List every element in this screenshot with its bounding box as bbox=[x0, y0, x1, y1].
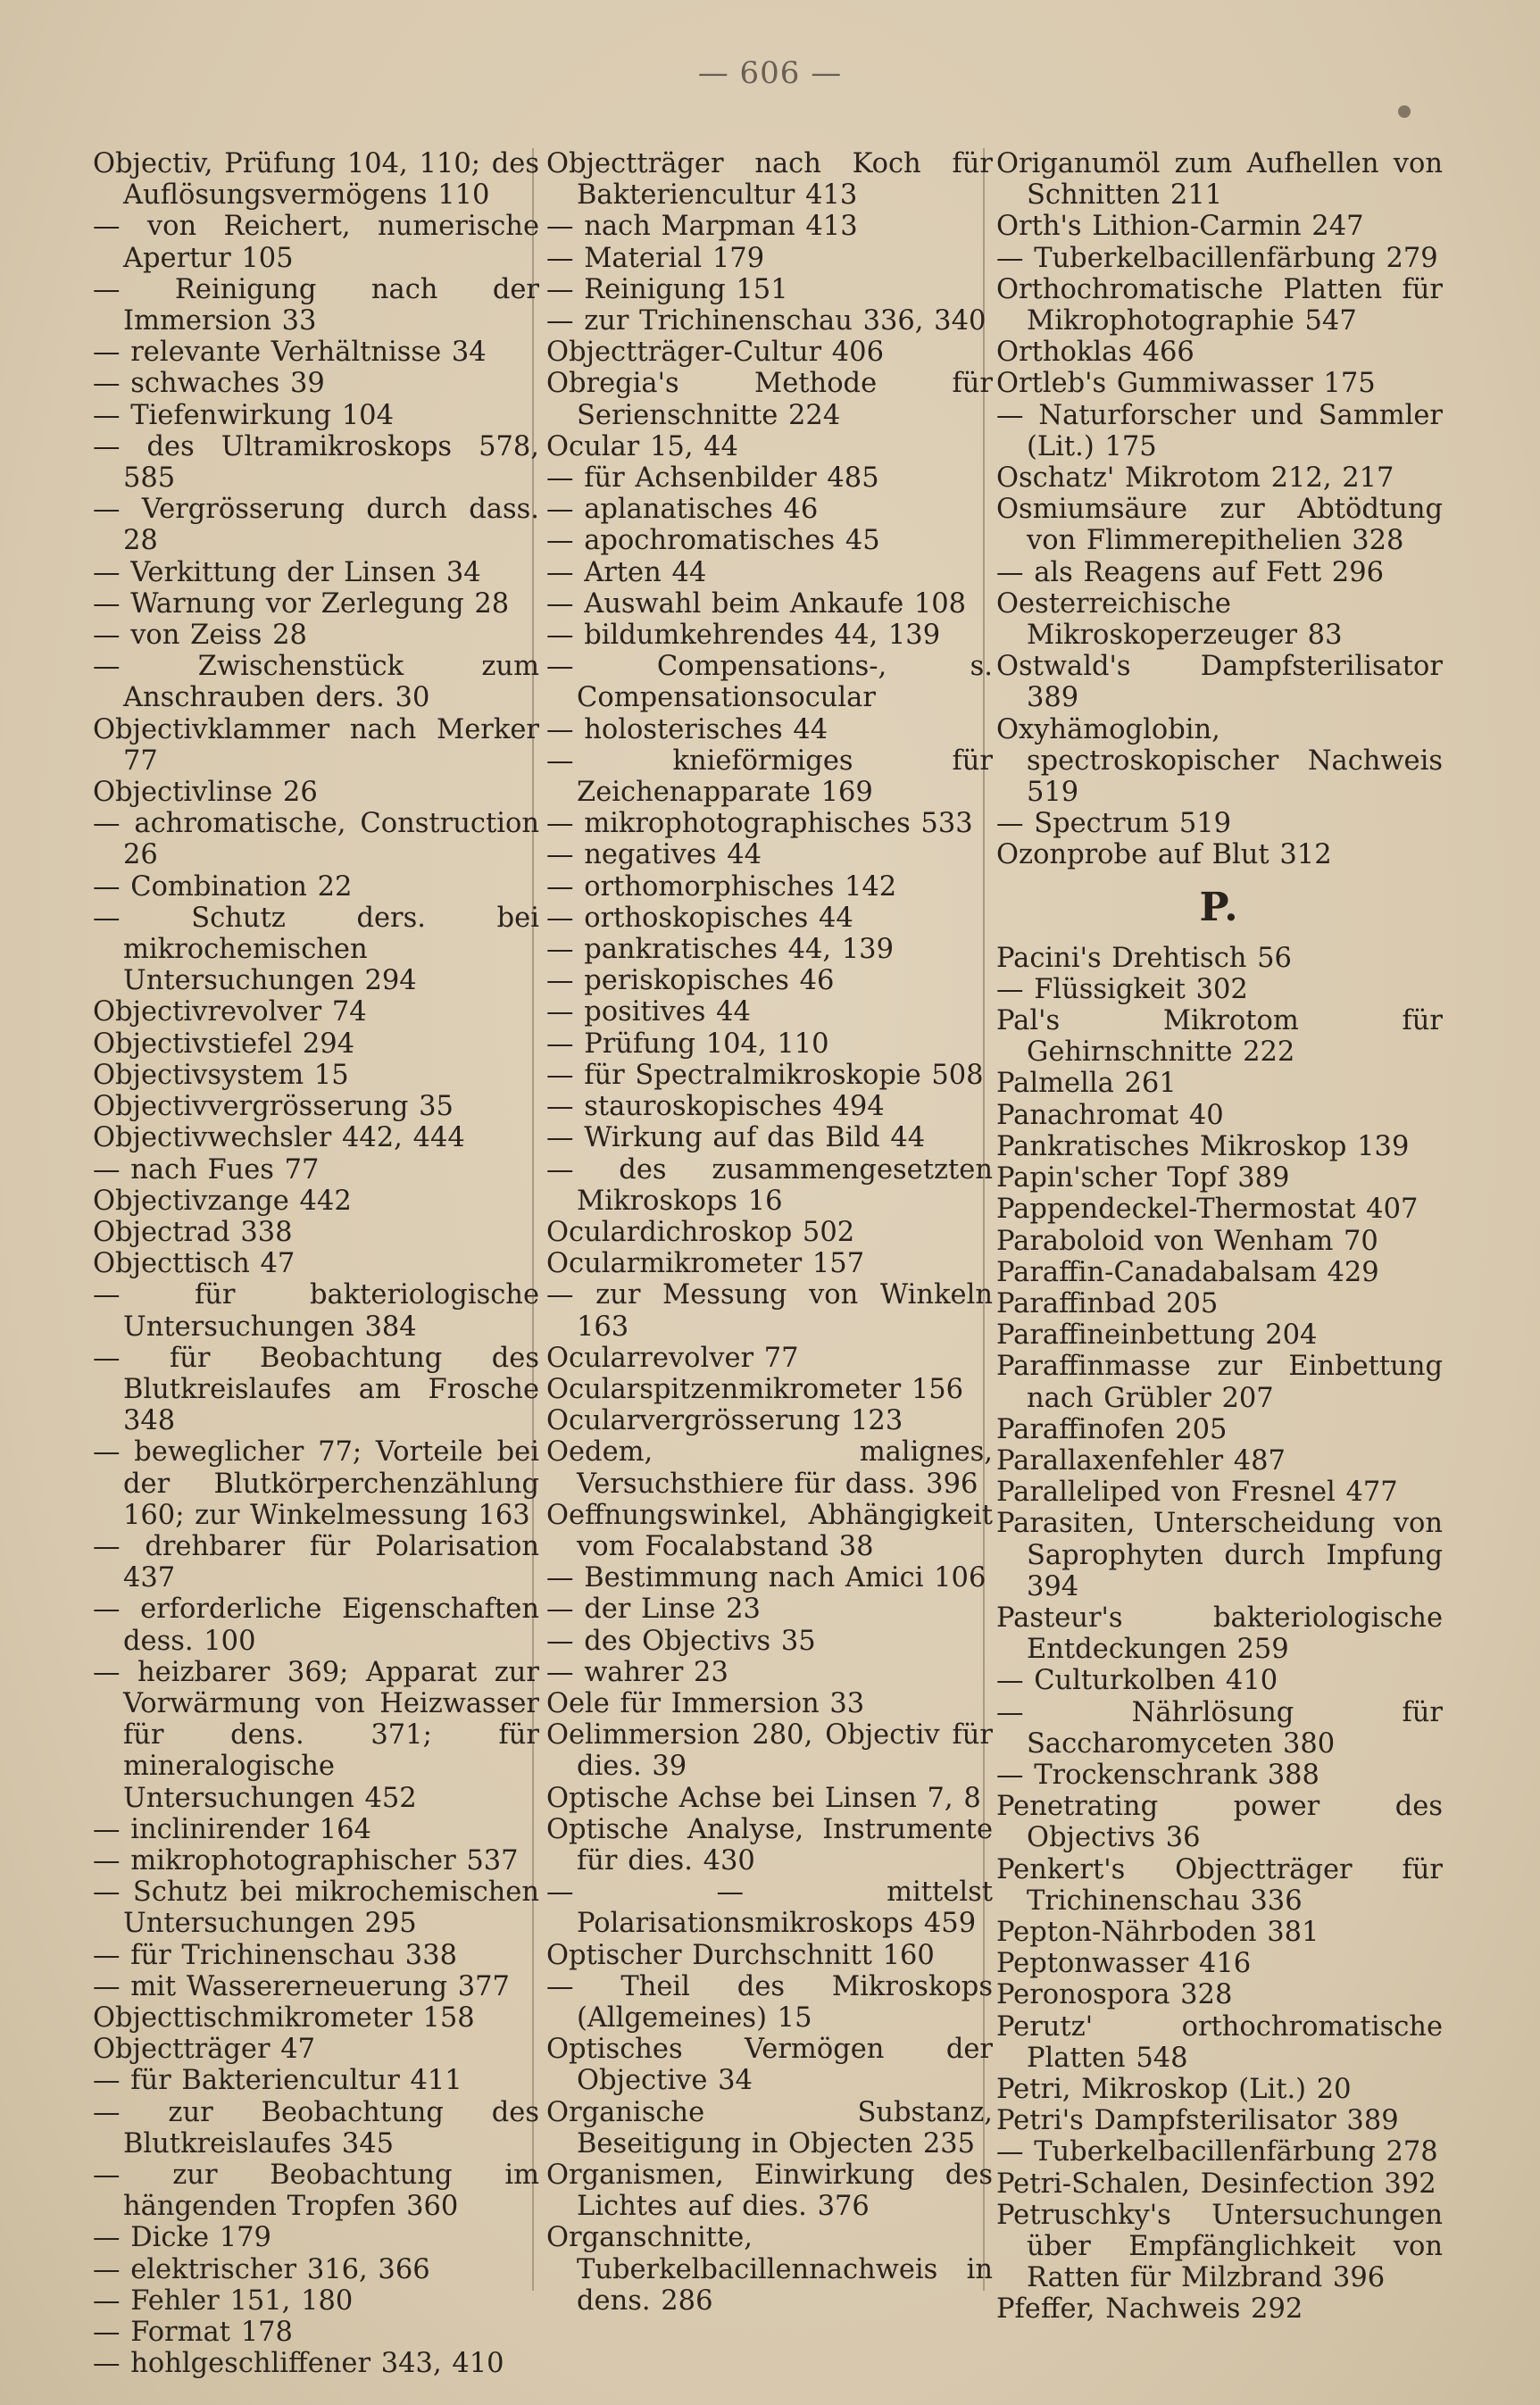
index-entry: — Tiefenwirkung 104 bbox=[93, 399, 394, 431]
index-entry: — orthoskopisches 44 bbox=[546, 902, 853, 934]
index-entry: Objectivsystem 15 bbox=[93, 1059, 349, 1091]
index-entries-o bbox=[996, 148, 1443, 871]
index-entries-p bbox=[996, 943, 1443, 2326]
index-entry: — apochromatisches 45 bbox=[546, 525, 880, 557]
index-entry: Pankratisches Mikroskop 139 bbox=[996, 1130, 1410, 1162]
index-entry: — für Trichinenschau 338 bbox=[93, 1939, 458, 1971]
index-entry: — orthomorphisches 142 bbox=[546, 870, 897, 903]
index-entry: — beweglicher 77; Vorteile bei der Blutkörperchenzählung 160; zur Winkelmessung 163 bbox=[93, 1436, 539, 1531]
index-entry: — holosterisches 44 bbox=[546, 713, 828, 745]
index-entry: Objectivzange 442 bbox=[93, 1185, 352, 1217]
index-entry: — Wirkung auf das Bild 44 bbox=[546, 1122, 926, 1154]
index-entry: Petri, Mikroskop (Lit.) 20 bbox=[996, 2073, 1352, 2105]
index-entry: — stauroskopisches 494 bbox=[546, 1091, 885, 1123]
index-entry: Orthoklas 466 bbox=[996, 337, 1195, 369]
index-entry: — inclinirender 164 bbox=[93, 1813, 371, 1845]
index-entry: — positives 44 bbox=[546, 996, 751, 1028]
index-entry: Ostwald's Dampfsterilisator 389 bbox=[996, 651, 1443, 714]
index-entry: — mit Wassererneuerung 377 bbox=[93, 1970, 510, 2002]
index-entry: — Verkittung der Linsen 34 bbox=[93, 556, 481, 588]
index-entry: Organschnitte, Tuberkelbacillennachweis in dens. 286 bbox=[546, 2222, 993, 2317]
index-entry: Objectivklammer nach Merker 77 bbox=[93, 713, 539, 777]
index-entry: Petri-Schalen, Desinfection 392 bbox=[996, 2168, 1436, 2200]
index-entry: — Format 178 bbox=[93, 2317, 293, 2349]
index-entry: Orth's Lithion-Carmin 247 bbox=[996, 211, 1364, 243]
index-entry: Pacini's Drehtisch 56 bbox=[996, 942, 1292, 974]
index-entry: Parallaxenfehler 487 bbox=[996, 1444, 1286, 1477]
index-entry: Perutz' orthochromatische Platten 548 bbox=[996, 2010, 1443, 2074]
index-entry: Pepton-Nährboden 381 bbox=[996, 1916, 1319, 1948]
index-entry: Oedem, malignes, Versuchsthiere für dass. 396 bbox=[546, 1436, 993, 1500]
index-entry: — Vergrösserung durch dass. 28 bbox=[93, 494, 539, 557]
index-entry: — knieförmiges für Zeichenapparate 169 bbox=[546, 745, 993, 809]
index-entry: Objectivrevolver 74 bbox=[93, 996, 367, 1028]
index-entry: — drehbarer für Polarisation 437 bbox=[93, 1530, 539, 1594]
index-entry: — wahrer 23 bbox=[546, 1656, 728, 1688]
index-entry: Objectivlinse 26 bbox=[93, 777, 318, 809]
index-entry: Petruschky's Untersuchungen über Empfänglichkeit von Ratten für Milzbrand 396 bbox=[996, 2199, 1443, 2294]
index-entry: Objecttisch 47 bbox=[93, 1248, 296, 1280]
index-entry: Ocular 15, 44 bbox=[546, 430, 738, 462]
index-entry: — aplanatisches 46 bbox=[546, 494, 819, 526]
index-entry: Orthochromatische Platten für Mikrophotographie 547 bbox=[996, 273, 1443, 337]
index-entry: Optische Analyse, Instrumente für dies. 430 bbox=[546, 1813, 993, 1877]
index-entry: Oxyhämoglobin, spectroskopischer Nachweis 519 bbox=[996, 713, 1443, 809]
index-entry: Paraffin-Canadabalsam 429 bbox=[996, 1256, 1379, 1288]
index-entry: — pankratisches 44, 139 bbox=[546, 934, 894, 966]
index-entry: Optisches Vermögen der Objective 34 bbox=[546, 2034, 993, 2097]
index-entry: — bildumkehrendes 44, 139 bbox=[546, 620, 941, 652]
index-entry: — für Beobachtung des Blutkreislaufes am Frosche 348 bbox=[93, 1342, 539, 1437]
index-entry: Pasteur's bakteriologische Entdeckungen 259 bbox=[996, 1602, 1443, 1666]
index-entry: — Combination 22 bbox=[93, 870, 353, 903]
index-entry: — Reinigung 151 bbox=[546, 273, 788, 305]
index-entry: Optischer Durchschnitt 160 bbox=[546, 1939, 935, 1971]
index-entry: Organische Substanz, Beseitigung in Objecten 235 bbox=[546, 2096, 993, 2160]
index-entry: Objectträger 47 bbox=[93, 2034, 316, 2066]
index-entry: Parasiten, Unterscheidung von Saprophyten durch Impfung 394 bbox=[996, 1508, 1443, 1602]
index-entry: — heizbarer 369; Apparat zur Vorwärmung von Heizwasser für dens. 371; für mineralogische Untersuchungen 452 bbox=[93, 1656, 539, 1814]
index-entry: Peptonwasser 416 bbox=[996, 1948, 1252, 1980]
index-entry: — für bakteriologische Untersuchungen 384 bbox=[93, 1279, 539, 1343]
index-entry: — von Reichert, numerische Apertur 105 bbox=[93, 211, 539, 274]
index-entry: — Prüfung 104, 110 bbox=[546, 1028, 829, 1060]
index-entry: Ortleb's Gummiwasser 175 bbox=[996, 368, 1376, 400]
index-entry: Oesterreichische Mikroskoperzeuger 83 bbox=[996, 587, 1343, 652]
index-entry: — Fehler 151, 180 bbox=[93, 2284, 354, 2317]
index-entry: Peronospora 328 bbox=[996, 1979, 1233, 2011]
index-entry: Optische Achse bei Linsen 7, 8 bbox=[546, 1782, 981, 1814]
index-entry: — elektrischer 316, 366 bbox=[93, 2253, 430, 2285]
index-entry: Ozonprobe auf Blut 312 bbox=[996, 839, 1332, 871]
index-entry: — des Objectivs 35 bbox=[546, 1625, 816, 1657]
index-entry: Palmella 261 bbox=[996, 1068, 1177, 1100]
index-entry: Paraffinmasse zur Einbettung nach Grübler 207 bbox=[996, 1351, 1443, 1414]
index-entry: Objectträger-Cultur 406 bbox=[546, 337, 884, 369]
index-entry: — Bestimmung nach Amici 106 bbox=[546, 1562, 986, 1594]
index-entry: Paraffinofen 205 bbox=[996, 1413, 1228, 1445]
index-entry: Objectivwechsler 442, 444 bbox=[93, 1122, 465, 1154]
index-entry: Penkert's Objectträger für Trichinenschau 336 bbox=[996, 1853, 1443, 1917]
index-entry: Papin'scher Topf 389 bbox=[996, 1162, 1290, 1194]
index-entry: — periskopisches 46 bbox=[546, 965, 835, 997]
index-entry: — erforderliche Eigenschaften dess. 100 bbox=[93, 1594, 539, 1657]
index-entry: Paraboloid von Wenham 70 bbox=[996, 1225, 1378, 1257]
index-entry: Pfeffer, Nachweis 292 bbox=[996, 2293, 1303, 2326]
index-entry: — mikrophotographischer 537 bbox=[93, 1844, 519, 1877]
index-entry: — als Reagens auf Fett 296 bbox=[996, 556, 1385, 588]
index-entry: — zur Beobachtung des Blutkreislaufes 345 bbox=[93, 2096, 539, 2160]
index-entry: Oculardichroskop 502 bbox=[546, 1216, 855, 1248]
index-entry: — — mittelst Polarisationsmikroskops 459 bbox=[546, 1877, 993, 1940]
index-column-3 bbox=[996, 148, 1443, 2326]
index-entry: — hohlgeschliffener 343, 410 bbox=[93, 2348, 504, 2380]
index-entry: Oschatz' Mikrotom 212, 217 bbox=[996, 462, 1394, 495]
ink-spot bbox=[1398, 105, 1411, 118]
index-entry: — Culturkolben 410 bbox=[996, 1665, 1278, 1697]
index-entry: — Warnung vor Zerlegung 28 bbox=[93, 587, 510, 620]
index-entry: — Arten 44 bbox=[546, 556, 707, 588]
index-entry: — Material 179 bbox=[546, 242, 765, 274]
index-entry: Objectträger nach Koch für Bakteriencultur 413 bbox=[546, 148, 993, 212]
index-entry: Petri's Dampfsterilisator 389 bbox=[996, 2105, 1399, 2137]
index-entry: — Tuberkelbacillenfärbung 278 bbox=[996, 2136, 1438, 2168]
index-column-1 bbox=[93, 148, 539, 2379]
index-entry: Organismen, Einwirkung des Lichtes auf dies. 376 bbox=[546, 2160, 993, 2223]
index-entry: — Compensations-, s. Compensationsocular bbox=[546, 651, 993, 714]
index-entry: — Nährlösung für Saccharomyceten 380 bbox=[996, 1696, 1443, 1760]
index-entry: — des Ultramikroskops 578, 585 bbox=[93, 430, 539, 495]
index-entry: Pappendeckel-Thermostat 407 bbox=[996, 1194, 1419, 1226]
index-entry: Origanumöl zum Aufhellen von Schnitten 211 bbox=[996, 148, 1443, 212]
index-entry: Objectiv, Prüfung 104, 110; des Auflösungsvermögens 110 bbox=[93, 148, 539, 212]
index-entry: Ocularrevolver 77 bbox=[546, 1342, 799, 1374]
page-number: — 606 — bbox=[697, 55, 843, 91]
index-entry: — Naturforscher und Sammler (Lit.) 175 bbox=[996, 399, 1443, 462]
index-entry: — Theil des Mikroskops (Allgemeines) 15 bbox=[546, 1970, 993, 2034]
index-entry: — Tuberkelbacillenfärbung 279 bbox=[996, 242, 1438, 274]
index-entry: Ocularmikrometer 157 bbox=[546, 1248, 865, 1280]
index-entry: Osmiumsäure zur Abtödtung von Flimmerepithelien 328 bbox=[996, 494, 1443, 557]
index-entry: Panachromat 40 bbox=[996, 1099, 1224, 1131]
index-entry: — achromatische, Construction 26 bbox=[93, 808, 539, 871]
index-entry: Pal's Mikrotom für Gehirnschnitte 222 bbox=[996, 1005, 1443, 1069]
index-entry: — zur Beobachtung im hängenden Tropfen 360 bbox=[93, 2160, 539, 2223]
index-entry: Objectrad 338 bbox=[93, 1216, 293, 1248]
index-entry: — Flüssigkeit 302 bbox=[996, 973, 1248, 1005]
index-entry: Oele für Immersion 33 bbox=[546, 1687, 865, 1719]
index-entry: Ocularspitzenmikrometer 156 bbox=[546, 1373, 964, 1405]
index-entry: Objectivstiefel 294 bbox=[93, 1028, 355, 1060]
index-entry: — für Bakteriencultur 411 bbox=[93, 2065, 462, 2097]
index-entry: — schwaches 39 bbox=[93, 368, 325, 400]
index-entry: — negatives 44 bbox=[546, 839, 762, 871]
index-entry: — Schutz bei mikrochemischen Untersuchungen 295 bbox=[93, 1877, 539, 1940]
index-entry: — Zwischenstück zum Anschrauben ders. 30 bbox=[93, 651, 539, 714]
index-entry: Penetrating power des Objectivs 36 bbox=[996, 1791, 1443, 1854]
index-entry: — des zusammengesetzten Mikroskops 16 bbox=[546, 1153, 993, 1217]
index-entry: — nach Marpman 413 bbox=[546, 211, 858, 243]
index-column-2 bbox=[546, 148, 993, 2317]
index-entry: Objectivvergrösserung 35 bbox=[93, 1091, 454, 1123]
index-entry: — von Zeiss 28 bbox=[93, 620, 307, 652]
index-entry: — Reinigung nach der Immersion 33 bbox=[93, 273, 539, 337]
index-entry: — relevante Verhältnisse 34 bbox=[93, 337, 487, 369]
index-entry: — Trockenschrank 388 bbox=[996, 1759, 1319, 1791]
index-entry: Paraffineinbettung 204 bbox=[996, 1319, 1318, 1352]
index-entry: — mikrophotographisches 533 bbox=[546, 808, 973, 840]
index-entry: — Spectrum 519 bbox=[996, 808, 1232, 840]
index-entry: — zur Messung von Winkeln 163 bbox=[546, 1279, 993, 1343]
index-entry: Oelimmersion 280, Objectiv für dies. 39 bbox=[546, 1719, 993, 1783]
index-entry: Paralleliped von Fresnel 477 bbox=[996, 1477, 1398, 1509]
index-entry: — Dicke 179 bbox=[93, 2222, 271, 2254]
index-entry: — Auswahl beim Ankaufe 108 bbox=[546, 587, 967, 620]
index-entry: — der Linse 23 bbox=[546, 1594, 761, 1626]
index-entry: Objecttischmikrometer 158 bbox=[93, 2001, 475, 2034]
index-entry: Ocularvergrösserung 123 bbox=[546, 1405, 903, 1437]
index-entry: Obregia's Methode für Serienschnitte 224 bbox=[546, 368, 993, 431]
index-entry: Oeffnungswinkel, Abhängigkeit vom Focalabstand 38 bbox=[546, 1499, 993, 1562]
section-letter: P. bbox=[1199, 884, 1240, 930]
index-entry: — zur Trichinenschau 336, 340 bbox=[546, 305, 986, 337]
index-entry: — für Achsenbilder 485 bbox=[546, 462, 879, 495]
index-entry: — nach Fues 77 bbox=[93, 1153, 320, 1186]
index-entry: — Schutz ders. bei mikrochemischen Untersuchungen 294 bbox=[93, 902, 539, 997]
index-entry: Paraffinbad 205 bbox=[996, 1287, 1219, 1319]
index-entry: — für Spectralmikroskopie 508 bbox=[546, 1059, 984, 1091]
